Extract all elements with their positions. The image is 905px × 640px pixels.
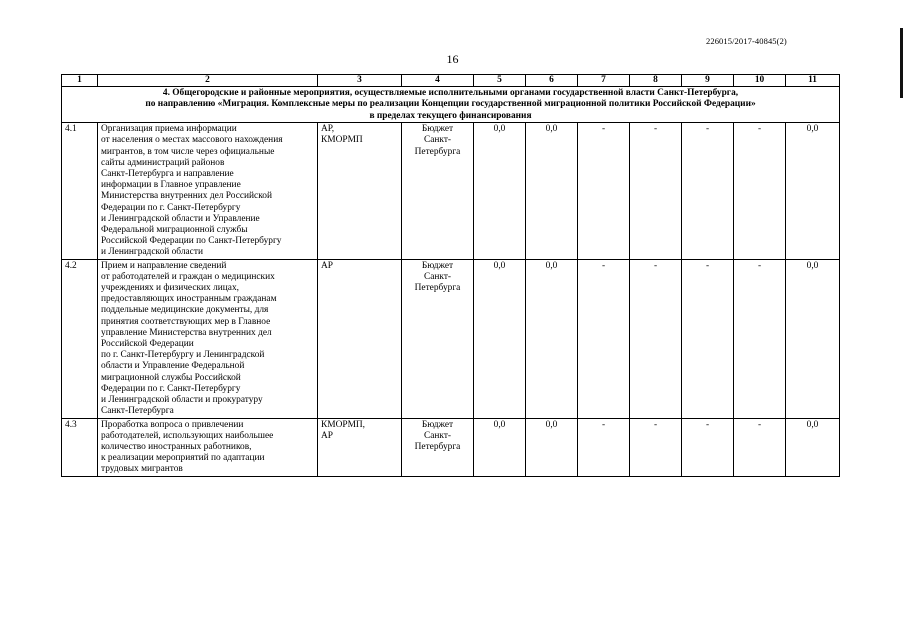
funding-source-line: Санкт- [423,430,452,441]
activity-description [98,123,318,259]
value-cell-col-7: - [578,259,630,418]
table-row [62,123,840,259]
activity-description-line: к реализации мероприятий по адаптации [101,453,265,464]
executor [318,123,402,259]
table-header-row [62,75,840,87]
section-title-row [62,87,840,123]
value-cell-col-11: 0,0 [786,259,840,418]
table-row [62,418,840,476]
header-cell-6: 6 [526,75,578,87]
funding-source-line: Петербурга [414,441,461,452]
activity-description-line: и Ленинградской области и Управление [101,213,260,224]
row-number: 4.1 [62,123,98,259]
activity-description-line: и Ленинградской области и прокуратуру [101,395,263,406]
activity-description-line: Проработка вопроса о привлечении [101,419,244,430]
activity-description-line: области и Управление Федеральной [101,361,245,372]
financing-table [61,74,840,477]
activity-description-line: поддельные медицинские документы, для [101,305,269,316]
funding-source [402,418,474,476]
value-cell-col-9: - [682,259,734,418]
value-cell-col-7: - [578,123,630,259]
funding-source-line: Санкт- [423,135,452,146]
activity-description-line: учреждениях и физических лицах, [101,283,239,294]
funding-source-line: Бюджет [421,260,454,271]
activity-description-line: от населения о местах массового нахождения [101,135,283,146]
activity-description-line: миграционной службы Российской [101,372,241,383]
activity-description-line: работодателей, использующих наибольшее [101,430,274,441]
value-cell-col-6: 0,0 [526,259,578,418]
row-number: 4.2 [62,259,98,418]
header-cell-11: 11 [786,75,840,87]
funding-source [402,259,474,418]
activity-description-line: Организация приема информации [101,124,237,135]
activity-description [98,418,318,476]
activity-description-line: предоставляющих иностранным гражданам [101,294,277,305]
header-cell-9: 9 [682,75,734,87]
header-cell-3: 3 [318,75,402,87]
header-cell-10: 10 [734,75,786,87]
value-cell-col-5: 0,0 [474,418,526,476]
header-cell-7: 7 [578,75,630,87]
section-title-line: в пределах текущего финансирования [369,110,532,121]
doc-number: 226015/2017-40845(2) [706,36,787,46]
section-title-line: по направлению «Миграция. Комплексные меры по реализации Концепции государственной миграционной политики Российской Федерации» [145,99,756,110]
page-number: 16 [446,52,459,66]
activity-description-line: от работодателей и граждан о медицинских [101,271,275,282]
activity-description-line: Прием и направление сведений [101,260,227,271]
funding-source-line: Бюджет [421,124,454,135]
executor-line: АР [321,260,333,271]
activity-description-line: принятия соответствующих мер в Главное [101,316,271,327]
activity-description [98,259,318,418]
value-cell-col-8: - [630,418,682,476]
row-number: 4.3 [62,418,98,476]
value-cell-col-6: 0,0 [526,418,578,476]
activity-description-line: Министерства внутренних дел Российской [101,191,272,202]
activity-description-line: трудовых мигрантов [101,464,183,475]
value-cell-col-5: 0,0 [474,123,526,259]
funding-source [402,123,474,259]
value-cell-col-11: 0,0 [786,123,840,259]
scan-edge-bar [900,28,903,98]
value-cell-col-10: - [734,418,786,476]
executor-line: АР, [321,124,335,135]
funding-source-line: Бюджет [421,419,454,430]
activity-description-line: Российской Федерации по Санкт-Петербургу [101,236,282,247]
header-cell-4: 4 [402,75,474,87]
activity-description-line: информации в Главное управление [101,180,241,191]
header-cell-8: 8 [630,75,682,87]
funding-source-line: Петербурга [414,283,461,294]
activity-description-line: по г. Санкт-Петербургу и Ленинградской [101,350,265,361]
funding-source-line: Санкт- [423,271,452,282]
header-cell-2: 2 [98,75,318,87]
funding-source-line: Петербурга [414,146,461,157]
value-cell-col-9: - [682,123,734,259]
executor-line: АР [321,430,333,441]
value-cell-col-6: 0,0 [526,123,578,259]
executor-line: КМОРМП [321,135,363,146]
section-title-line: 4. Общегородские и районные мероприятия, осуществляемые исполнительными органами государственной власти Санкт-Петербурга, [162,88,739,98]
activity-description-line: Российской Федерации [101,339,194,350]
activity-description-line: и Ленинградской области [101,247,203,258]
executor [318,418,402,476]
value-cell-col-7: - [578,418,630,476]
executor-line: КМОРМП, [321,419,366,430]
value-cell-col-10: - [734,259,786,418]
value-cell-col-8: - [630,259,682,418]
activity-description-line: количество иностранных работников, [101,441,252,452]
activity-description-line: управление Министерства внутренних дел [101,327,272,338]
activity-description-line: мигрантов, в том числе через официальные [101,146,275,157]
executor [318,259,402,418]
value-cell-col-8: - [630,123,682,259]
activity-description-line: сайты администраций районов [101,157,225,168]
value-cell-col-10: - [734,123,786,259]
activity-description-line: Санкт-Петербурга [101,406,174,417]
header-cell-5: 5 [474,75,526,87]
activity-description-line: Федерации по г. Санкт-Петербургу [101,383,241,394]
section-title [62,87,840,123]
activity-description-line: Федеральной миграционной службы [101,225,248,236]
value-cell-col-11: 0,0 [786,418,840,476]
activity-description-line: Федерации по г. Санкт-Петербургу [101,202,241,213]
value-cell-col-5: 0,0 [474,259,526,418]
value-cell-col-9: - [682,418,734,476]
header-cell-1: 1 [62,75,98,87]
table-row [62,259,840,418]
activity-description-line: Санкт-Петербурга и направление [101,169,234,180]
